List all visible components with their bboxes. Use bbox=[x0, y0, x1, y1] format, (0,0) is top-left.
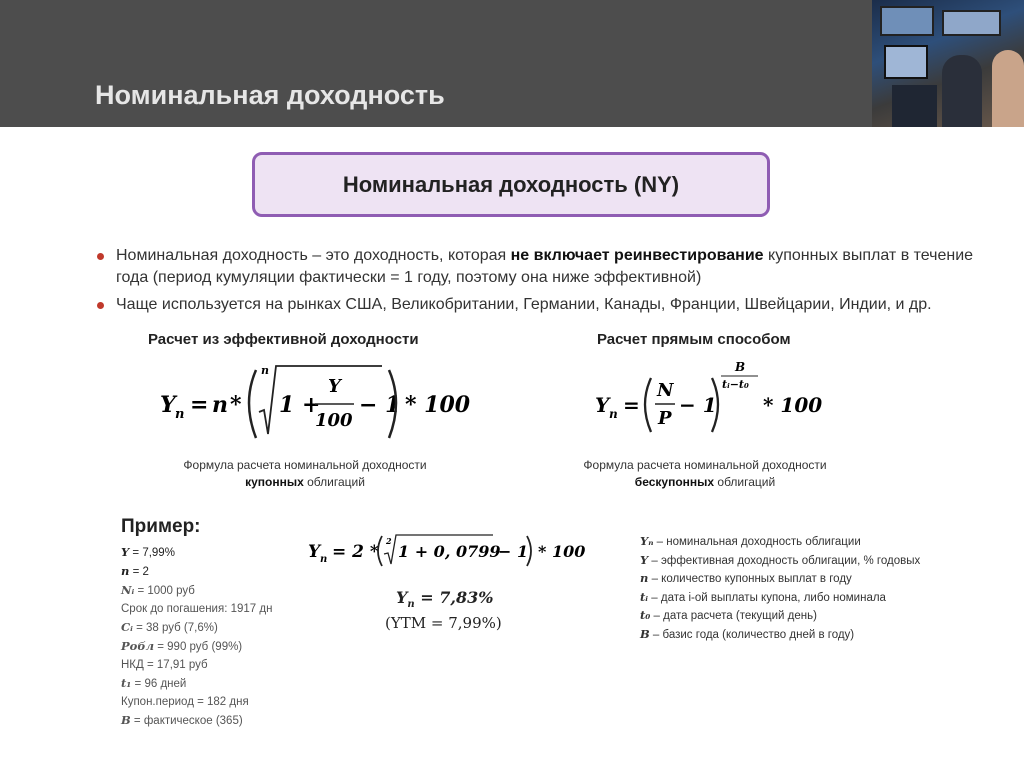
svg-text:n: n bbox=[261, 364, 269, 377]
legend-text: – количество купонных выплат в году bbox=[648, 573, 852, 585]
legend-symbol: Y bbox=[640, 552, 649, 567]
direct-yield-formula bbox=[595, 356, 825, 436]
legend-text: – дата i-ой выплаты купона, либо номинала bbox=[648, 591, 886, 604]
symbol-legend bbox=[640, 533, 920, 644]
bullet-bold-text: не включает реинвестирование bbox=[510, 247, 764, 264]
param-value: = 7,99% bbox=[129, 547, 175, 559]
bullet-text: купонных выплат в течение года (период кумуляции фактически = 1 году, поэтому она ниже эффективной) bbox=[116, 247, 974, 286]
svg-text:* 100: * 100 bbox=[538, 542, 586, 561]
svg-text:Y: Y bbox=[308, 542, 321, 562]
param-value: НКД = 17,91 руб bbox=[121, 659, 208, 671]
legend-symbol: B bbox=[640, 626, 650, 641]
param-row bbox=[121, 637, 272, 656]
legend-symbol: tᵢ bbox=[640, 589, 649, 604]
bullet-text: Чаще используется на рынках США, Великобритании, Германии, Канады, Франции, Швейцарии, Индии, и др. bbox=[116, 296, 932, 313]
param-row bbox=[121, 618, 272, 637]
param-value: Купон.период = 182 дня bbox=[121, 696, 249, 708]
param-row bbox=[121, 693, 272, 711]
svg-text:*: * bbox=[230, 392, 242, 418]
legend-text: – дата расчета (текущий день) bbox=[650, 610, 817, 622]
svg-text:n: n bbox=[175, 407, 185, 422]
topic-title: Номинальная доходность (NY) bbox=[342, 171, 680, 197]
legend-row bbox=[640, 533, 920, 552]
legend-symbol: n bbox=[640, 571, 649, 585]
param-symbol: n bbox=[121, 564, 130, 578]
svg-text:Y: Y bbox=[328, 376, 341, 397]
monitor-shape bbox=[942, 10, 1001, 36]
param-value: = 990 руб (99%) bbox=[154, 641, 243, 653]
slide-title: Номинальная доходность bbox=[95, 80, 445, 110]
left-formula-caption bbox=[150, 457, 460, 491]
result-value: 7,83% bbox=[439, 588, 494, 607]
trader-figure bbox=[992, 50, 1024, 127]
example-heading: Пример: bbox=[121, 516, 201, 537]
param-row bbox=[121, 600, 272, 618]
svg-text:− 1: − 1 bbox=[359, 392, 401, 418]
example-formula bbox=[308, 530, 593, 570]
bullet-dot-icon bbox=[97, 302, 104, 309]
svg-text:n: n bbox=[212, 392, 228, 418]
param-symbol: Nᵢ bbox=[121, 583, 135, 597]
param-row bbox=[121, 711, 272, 730]
svg-text:=: = bbox=[190, 392, 209, 418]
legend-symbol: Yₙ bbox=[640, 534, 654, 548]
svg-text:2: 2 bbox=[386, 536, 392, 546]
desk-shape bbox=[892, 85, 937, 127]
param-symbol: Y bbox=[121, 545, 130, 559]
param-row bbox=[121, 581, 272, 600]
svg-text:1 + 0, 0799: 1 + 0, 0799 bbox=[398, 542, 501, 561]
trader-figure bbox=[942, 55, 982, 127]
svg-text:tᵢ−t₀: tᵢ−t₀ bbox=[722, 378, 749, 391]
svg-text:B: B bbox=[735, 360, 746, 374]
param-symbol: B bbox=[121, 713, 131, 727]
param-value: = фактическое (365) bbox=[130, 715, 243, 727]
param-value: Срок до погашения: 1917 дн bbox=[121, 603, 273, 615]
svg-text:Y: Y bbox=[595, 393, 610, 417]
topic-title-box bbox=[252, 152, 770, 217]
trading-floor-photo bbox=[872, 0, 1024, 127]
legend-text: – номинальная доходность облигации bbox=[653, 536, 861, 548]
right-formula-caption bbox=[550, 457, 860, 491]
caption-line: Формула расчета номинальной доходности bbox=[183, 458, 427, 472]
legend-row bbox=[640, 552, 920, 571]
caption-rest: облигаций bbox=[303, 475, 365, 489]
param-row bbox=[121, 674, 272, 693]
svg-text:N: N bbox=[657, 380, 674, 401]
caption-line: Формула расчета номинальной доходности bbox=[583, 458, 827, 472]
svg-text:* 100: * 100 bbox=[763, 393, 823, 417]
param-row bbox=[121, 543, 272, 562]
slide-header bbox=[0, 0, 1024, 127]
bullet-item bbox=[95, 245, 995, 289]
legend-text: – эффективная доходность облигации, % годовых bbox=[648, 554, 921, 567]
example-params bbox=[121, 543, 272, 730]
monitor-shape bbox=[884, 45, 928, 79]
bullet-list bbox=[95, 245, 995, 321]
svg-text:Y: Y bbox=[160, 392, 176, 418]
bullet-dot-icon bbox=[97, 253, 104, 260]
svg-text:* 100: * 100 bbox=[405, 392, 471, 418]
param-value: = 1000 руб bbox=[134, 585, 195, 597]
svg-text:100: 100 bbox=[315, 410, 353, 431]
svg-text:n: n bbox=[320, 554, 328, 565]
svg-text:− 1: − 1 bbox=[679, 393, 717, 417]
param-row bbox=[121, 656, 272, 674]
effective-yield-formula bbox=[160, 352, 471, 447]
example-result: $Y_n = 7,83\%$ bbox=[396, 588, 494, 611]
bullet-text: Номинальная доходность – это доходность, которая bbox=[116, 247, 511, 264]
left-calc-title: Расчет из эффективной доходности bbox=[148, 331, 419, 348]
legend-row bbox=[640, 626, 920, 645]
param-symbol: t₁ bbox=[121, 676, 132, 690]
svg-text:n: n bbox=[609, 407, 618, 421]
param-symbol: Pобл bbox=[121, 639, 155, 653]
legend-text: – базис года (количество дней в году) bbox=[649, 628, 855, 641]
monitor-shape bbox=[880, 6, 934, 36]
svg-text:=: = bbox=[623, 393, 640, 417]
caption-bold: бескупонных bbox=[634, 475, 715, 489]
legend-symbol: t₀ bbox=[640, 608, 651, 622]
right-calc-title: Расчет прямым способом bbox=[597, 331, 791, 348]
svg-text:= 2 *: = 2 * bbox=[332, 542, 379, 562]
legend-row bbox=[640, 570, 920, 589]
svg-text:− 1: − 1 bbox=[498, 542, 529, 561]
legend-row bbox=[640, 589, 920, 608]
example-ytm: (YTM = 7,99%) bbox=[385, 614, 502, 632]
legend-row bbox=[640, 607, 920, 626]
param-symbol: Cᵢ bbox=[121, 620, 133, 634]
param-value: = 2 bbox=[129, 566, 149, 578]
param-value: = 96 дней bbox=[131, 678, 187, 690]
param-value: = 38 руб (7,6%) bbox=[132, 622, 218, 634]
caption-rest: облигаций bbox=[714, 475, 776, 489]
param-row bbox=[121, 562, 272, 581]
bullet-item bbox=[95, 294, 995, 316]
svg-text:1 +: 1 + bbox=[279, 392, 321, 418]
caption-bold: купонных bbox=[245, 475, 304, 489]
svg-text:P: P bbox=[658, 408, 672, 429]
